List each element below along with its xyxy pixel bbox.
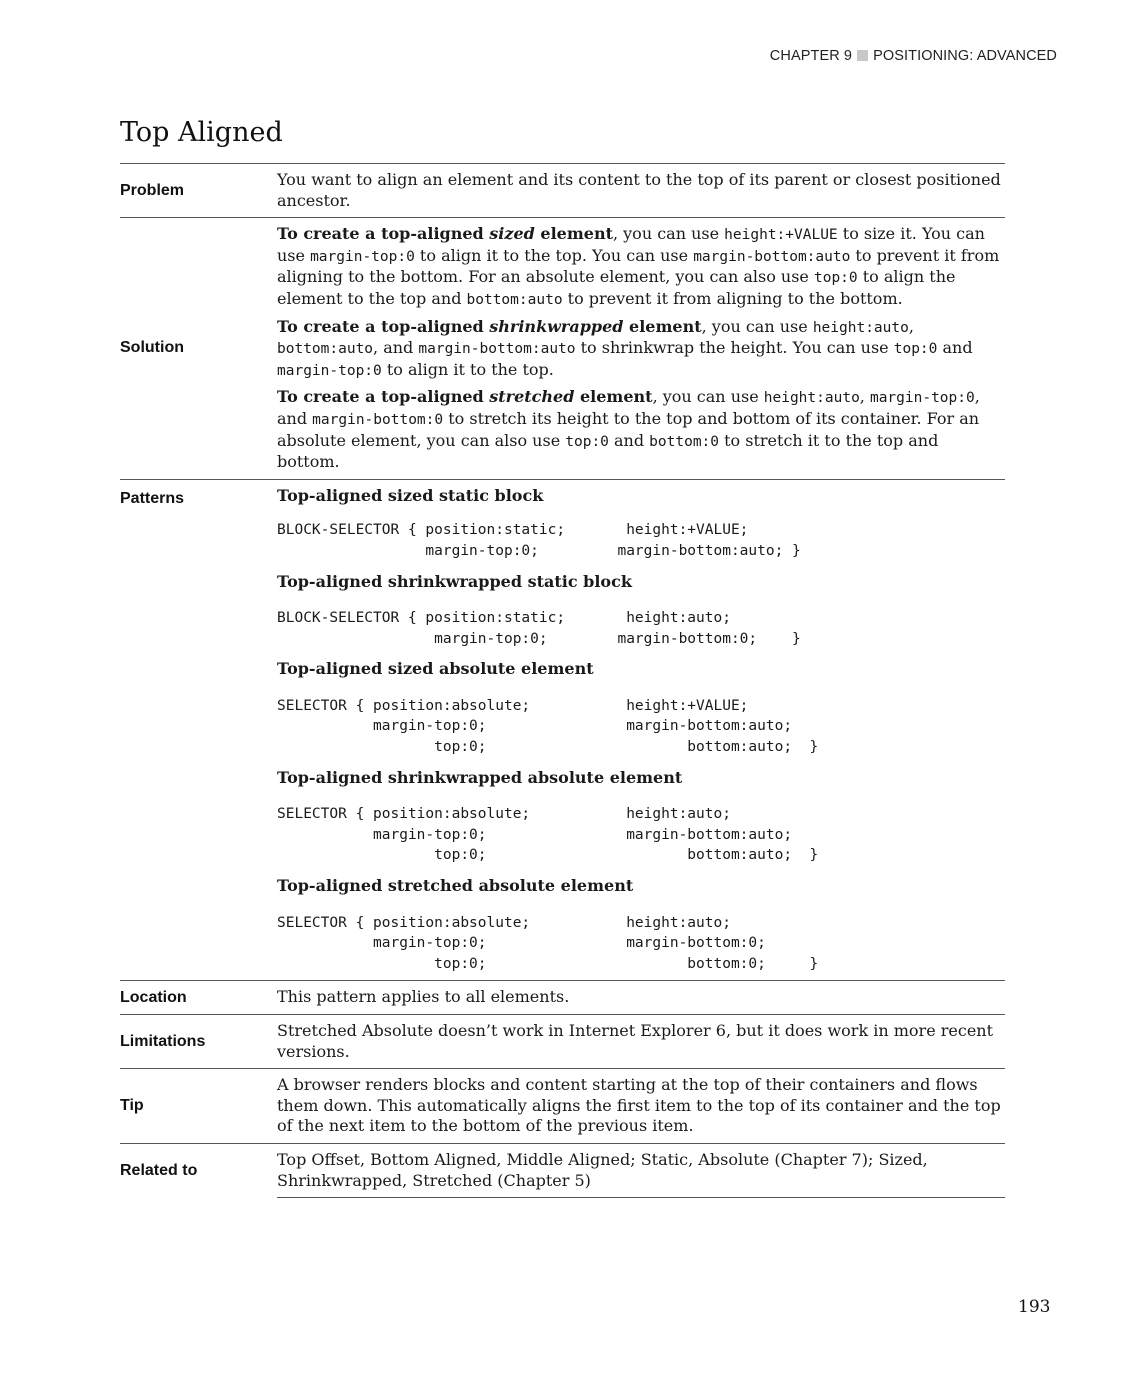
solution-paragraph-shrinkwrapped: To create a top-aligned shrinkwrapped element, you can use height:auto, bottom:auto, and margin-bottom:auto to shrinkwrap the height. You can use top:0 and margin-top:0 to align it to the top. xyxy=(277,316,973,379)
patterns-content xyxy=(277,479,1005,981)
page-number: 193 xyxy=(1018,1297,1051,1317)
running-head xyxy=(770,48,1057,64)
location-row xyxy=(120,981,1005,1015)
related-text: Top Offset, Bottom Aligned, Middle Aligned; Static, Absolute (Chapter 7); Sized, Shrinkwrapped, Stretched (Chapter 5) xyxy=(277,1143,1005,1197)
solution-paragraph-sized: To create a top-aligned sized element, you can use height:+VALUE to size it. You can use margin-top:0 to align it to the top. You can use margin-bottom:auto to prevent it from aligning to the bottom. For an absolute element, you can also use top:0 to align the element to the top and bottom:auto to prevent it from aligning to the bottom. xyxy=(277,224,1000,308)
section-label: POSITIONING: ADVANCED xyxy=(873,48,1057,64)
pattern-heading: Top-aligned stretched absolute element xyxy=(277,876,634,896)
related-row xyxy=(120,1143,1005,1197)
location-label: Location xyxy=(120,981,277,1015)
location-text: This pattern applies to all elements. xyxy=(277,981,1005,1015)
pattern-shrinkwrapped-static xyxy=(277,572,1005,650)
related-label: Related to xyxy=(120,1143,277,1197)
pattern-code: BLOCK-SELECTOR { position:static; height:+VALUE; margin-top:0; margin-bottom:auto; } xyxy=(277,522,801,559)
tip-label: Tip xyxy=(120,1069,277,1144)
limitations-row xyxy=(120,1015,1005,1069)
pattern-code: SELECTOR { position:absolute; height:auto; margin-top:0; margin-bottom:0; top:0; bottom:0; } xyxy=(277,914,819,972)
solution-paragraph-stretched: To create a top-aligned stretched element, you can use height:auto, margin-top:0, and margin-bottom:0 to stretch its height to the top and bottom of its container. For an absolute element, you can also use top:0 and bottom:0 to stretch it to the top and bottom. xyxy=(277,387,980,472)
solution-content xyxy=(277,218,1005,480)
pattern-heading: Top-aligned shrinkwrapped static block xyxy=(277,571,632,591)
pattern-code: BLOCK-SELECTOR { position:static; height:auto; margin-top:0; margin-bottom:0; } xyxy=(277,610,801,647)
pattern-heading: Top-aligned sized static block xyxy=(277,485,544,505)
pattern-code: SELECTOR { position:absolute; height:+VALUE; margin-top:0; margin-bottom:auto; top:0; bottom:auto; } xyxy=(277,697,819,756)
problem-text: You want to align an element and its content to the top of its parent or closest positioned ancestor. xyxy=(277,164,1005,218)
tip-text: A browser renders blocks and content starting at the top of their containers and flows them down. This automatically aligns the first item to the top of its container and the top of the next item to the bottom of the previous item. xyxy=(277,1069,1005,1144)
pattern-spec-table xyxy=(120,163,1005,1198)
problem-label: Problem xyxy=(120,164,277,218)
square-separator-icon xyxy=(857,50,868,61)
chapter-label: CHAPTER 9 xyxy=(769,48,853,64)
pattern-stretched-absolute xyxy=(277,876,1005,974)
page-title: Top Aligned xyxy=(120,117,283,148)
pattern-sized-static xyxy=(277,486,1005,562)
patterns-row xyxy=(120,479,1005,981)
pattern-code: SELECTOR { position:absolute; height:auto; margin-top:0; margin-bottom:auto; top:0; bottom:auto; } xyxy=(277,806,819,864)
limitations-text: Stretched Absolute doesn’t work in Internet Explorer 6, but it does work in more recent versions. xyxy=(277,1015,1005,1069)
solution-row xyxy=(120,218,1005,480)
pattern-sized-absolute xyxy=(277,659,1005,757)
pattern-heading: Top-aligned shrinkwrapped absolute element xyxy=(277,767,683,787)
patterns-label: Patterns xyxy=(120,479,277,981)
tip-row xyxy=(120,1069,1005,1144)
problem-row xyxy=(120,164,1005,218)
solution-label: Solution xyxy=(120,218,277,480)
pattern-shrinkwrapped-absolute xyxy=(277,768,1005,866)
pattern-heading: Top-aligned sized absolute element xyxy=(277,659,594,679)
limitations-label: Limitations xyxy=(120,1015,277,1069)
